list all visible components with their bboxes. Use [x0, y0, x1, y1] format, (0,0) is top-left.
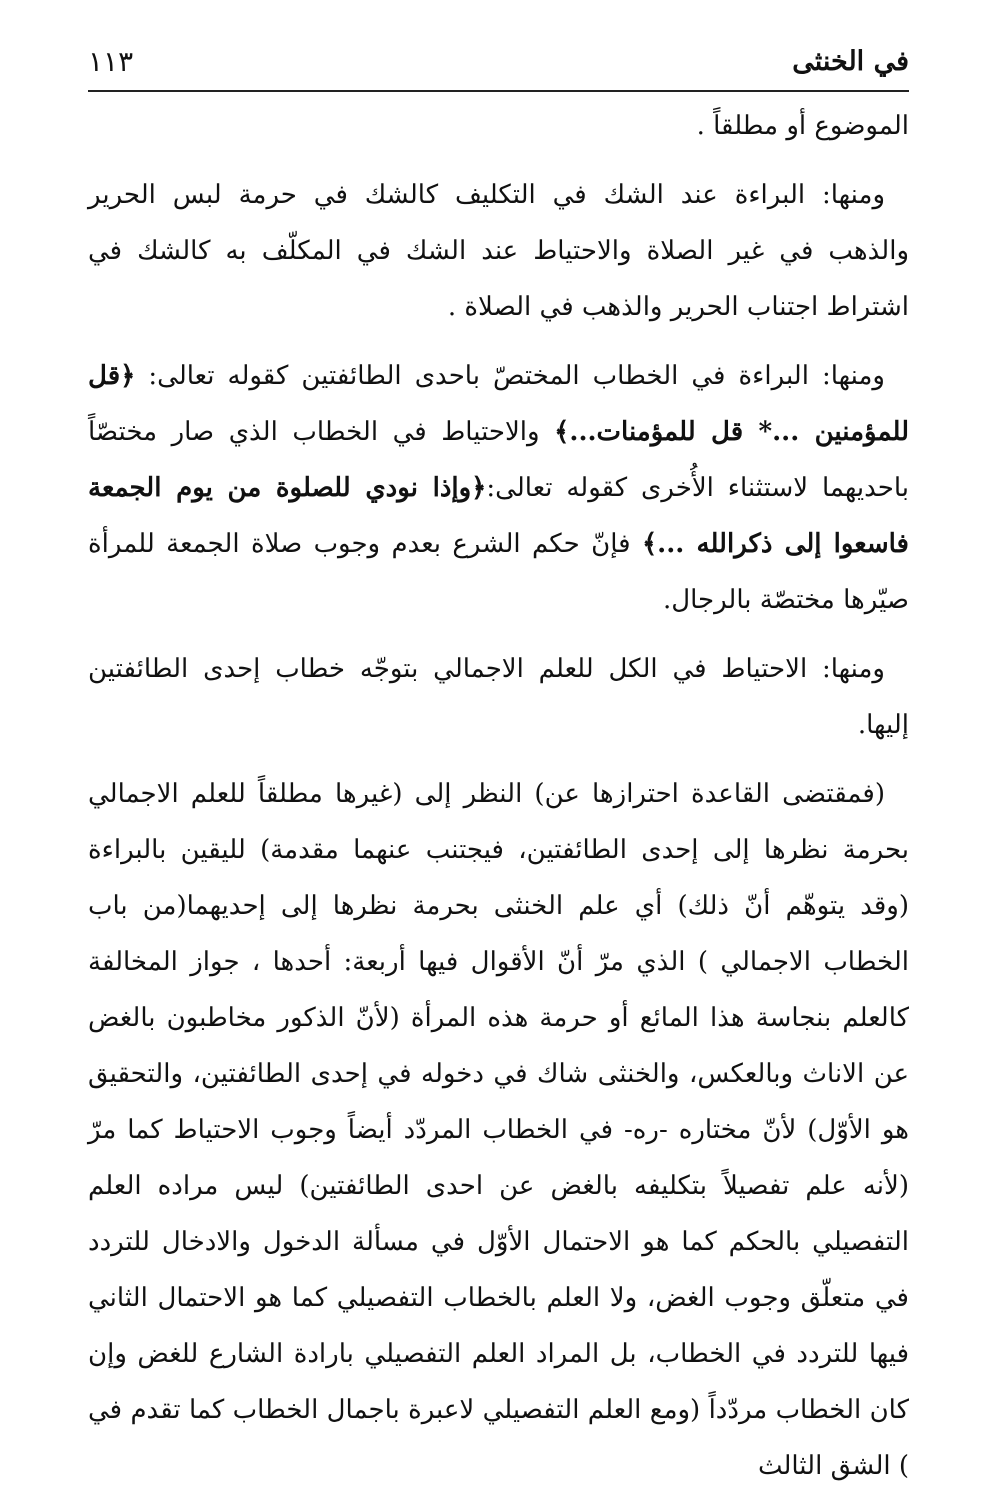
paragraph: ومنها: البراءة عند الشك في التكليف كالشك في حرمة لبس الحرير والذهب في غير الصلاة والاحتياط عند الشك في المكلّف به كالشك في اشتراط اجتناب الحرير والذهب في الصلاة .: [88, 180, 909, 322]
quran-quote: ﴿قل للمؤمنين ...* قل للمؤمنات...﴾: [88, 361, 910, 447]
header-rule: [88, 90, 909, 92]
paragraph-text: والاحتياط في الخطاب الذي صار مختصّاً باحديهما لاستثناء الأُخرى كقوله تعالى:: [88, 417, 909, 503]
running-head-title: في الخنثى: [792, 46, 909, 77]
quran-quote: ﴿وإذا نودي للصلوة من يوم الجمعة فاسعوا إلى ذكرالله ...﴾: [88, 473, 909, 559]
body-text: [88, 98, 909, 1507]
paragraph: الموضوع أو مطلقاً .: [696, 111, 909, 141]
paragraph-text: ومنها: البراءة في الخطاب المختصّ باحدى الطائفتين كقوله تعالى:: [135, 361, 885, 391]
paragraph: ومنها: الاحتياط في الكل للعلم الاجمالي بتوجّه خطاب إحدى الطائفتين إليها.: [88, 654, 909, 740]
paragraph: [88, 348, 909, 628]
page-header: [88, 40, 909, 88]
page-number: ١١٣: [88, 45, 134, 78]
paragraph-text: فإنّ حكم الشرع بعدم وجوب صلاة الجمعة للمرأة صيّرها مختصّة بالرجال.: [88, 529, 909, 615]
paragraph: (فمقتضى القاعدة احترازها عن) النظر إلى (غيرها مطلقاً للعلم الاجمالي بحرمة نظرها إلى إحدى الطائفتين، فيجتنب عنهما مقدمة) لليقين بالبراءة (وقد يتوهّم أنّ ذلك) أي علم الخنثى بحرمة نظرها إلى إحديهما(من باب الخطاب الاجمالي ) الذي مرّ أنّ الأقوال فيها أربعة: أحدها ، جواز المخالفة كالعلم بنجاسة هذا المائع أو حرمة هذه المرأة (لأنّ الذكور مخاطبون بالغض عن الاناث وبالعكس، والخنثى شاك في دخوله في إحدى الطائفتين، والتحقيق هو الأوّل) لأنّ مختاره -ره- في الخطاب المردّد أيضاً وجوب الاحتياط كما مرّ (لأنه علم تفصيلاً بتكليفه بالغض عن احدى الطائفتين) ليس مراده العلم التفصيلي بالحكم كما هو الاحتمال الأوّل في مسألة الدخول والادخال للتردد في متعلّق وجوب الغض، ولا العلم بالخطاب التفصيلي كما هو الاحتمال الثاني فيها للتردد في الخطاب، بل المراد العلم التفصيلي بارادة الشارع للغض وإن كان الخطاب مردّداً (ومع العلم التفصيلي لاعبرة باجمال الخطاب كما تقدم في ) الشق الثالث: [88, 779, 909, 1481]
